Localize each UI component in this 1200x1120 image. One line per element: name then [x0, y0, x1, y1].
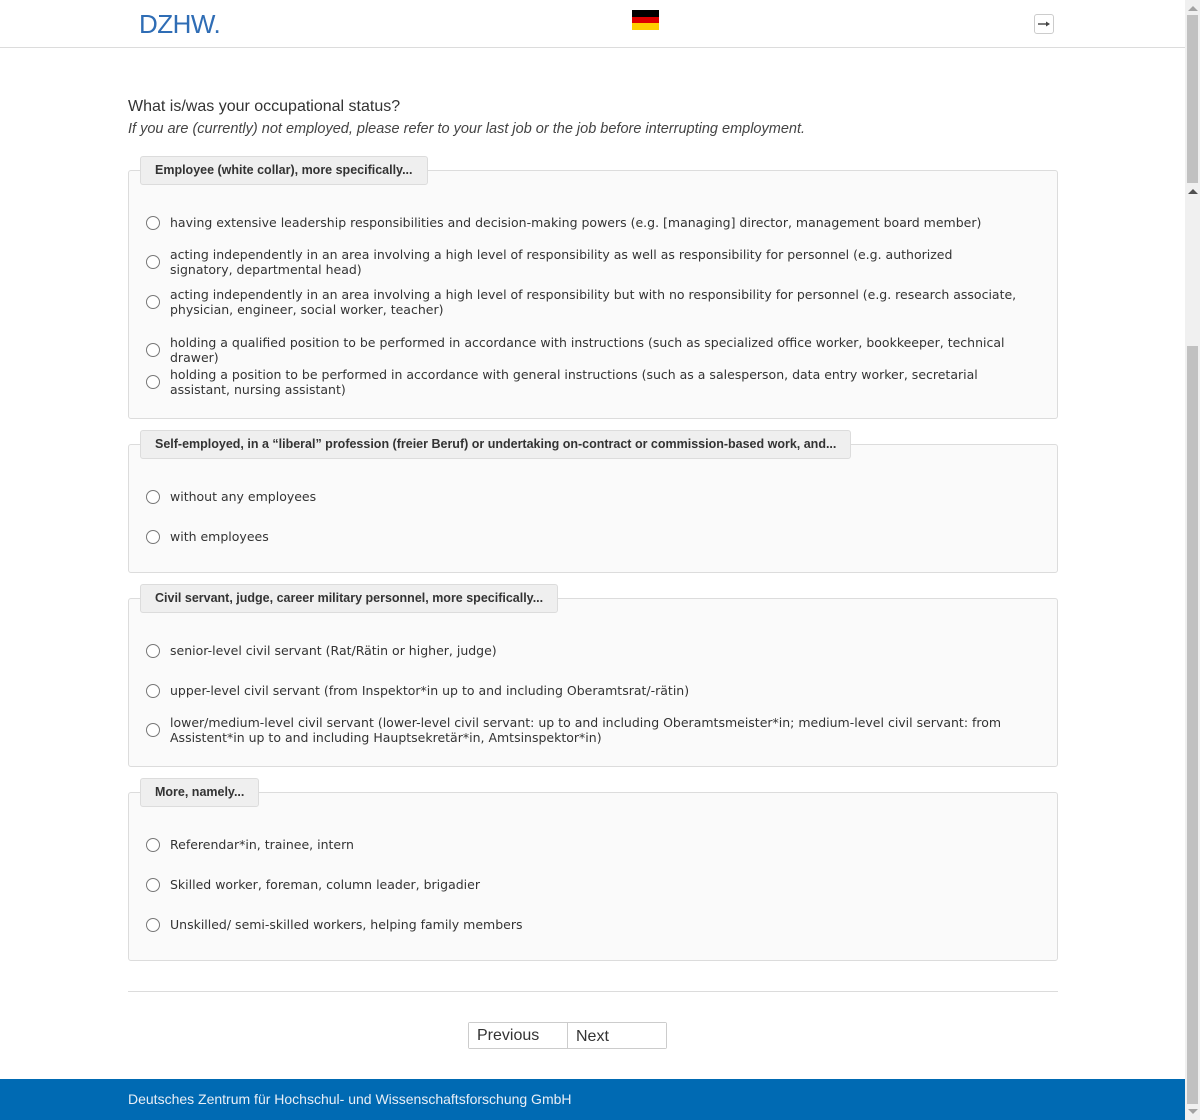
question-hint: If you are (currently) not employed, please refer to your last job or the job before interrupting employment.: [128, 121, 806, 137]
option-upper-civil-servant[interactable]: [146, 683, 1017, 698]
group-legend: Self-employed, in a “liberal” profession (freier Beruf) or undertaking on-contract or commission-based work, and...: [140, 430, 851, 459]
scrollbar-thumb-inner[interactable]: [1187, 15, 1198, 183]
question-content: [128, 96, 1058, 140]
radio-button[interactable]: [146, 723, 160, 737]
scroll-up-icon[interactable]: [1188, 189, 1198, 194]
option-label: acting independently in an area involving a high level of responsibility as well as responsibility for personnel (e.g. authorized signatory, departmental head): [170, 247, 953, 277]
option-referendar[interactable]: [146, 837, 1017, 852]
option-independent-personnel[interactable]: [146, 247, 1017, 277]
option-label: Skilled worker, foreman, column leader, brigadier: [170, 877, 480, 892]
radio-button[interactable]: [146, 375, 160, 389]
radio-button[interactable]: [146, 295, 160, 309]
option-label: holding a qualified position to be performed in accordance with instructions (such as specialized office worker, bookkeeper, technical drawer): [170, 335, 1005, 365]
option-lower-medium-civil-servant[interactable]: [146, 715, 1017, 745]
radio-button[interactable]: [146, 216, 160, 230]
radio-button[interactable]: [146, 255, 160, 269]
radio-button[interactable]: [146, 343, 160, 357]
german-flag-icon[interactable]: [632, 10, 659, 30]
option-label: Unskilled/ semi-skilled workers, helping family members: [170, 917, 523, 932]
group-employee: [128, 163, 1058, 419]
option-independent-no-personnel[interactable]: [146, 287, 1017, 317]
radio-button[interactable]: [146, 684, 160, 698]
option-without-employees[interactable]: [146, 489, 1017, 504]
scrollbar-thumb[interactable]: [1187, 346, 1198, 1104]
footer: [0, 1079, 1185, 1120]
radio-button[interactable]: [146, 838, 160, 852]
group-legend: Civil servant, judge, career military personnel, more specifically...: [140, 584, 558, 613]
option-leadership[interactable]: [146, 215, 1017, 230]
option-label: having extensive leadership responsibilities and decision-making powers (e.g. [managing] director, management board member): [170, 215, 982, 230]
group-self-employed: [128, 437, 1058, 573]
group-civil-servant: [128, 591, 1058, 767]
exit-arrow-icon: [1038, 18, 1050, 30]
radio-button[interactable]: [146, 490, 160, 504]
option-with-employees[interactable]: [146, 529, 1017, 544]
option-label: with employees: [170, 529, 269, 544]
option-label: senior-level civil servant (Rat/Rätin or higher, judge): [170, 643, 497, 658]
group-more: [128, 785, 1058, 961]
option-label: acting independently in an area involving a high level of responsibility but with no responsibility for personnel (e.g. research associate, physician, engineer, social worker, teacher): [170, 287, 1017, 317]
divider: [128, 991, 1058, 992]
radio-button[interactable]: [146, 878, 160, 892]
option-general-instructions[interactable]: [146, 367, 1017, 397]
scroll-up-icon[interactable]: [1188, 6, 1198, 11]
page-scrollbar[interactable]: [1185, 0, 1200, 1120]
scroll-down-icon[interactable]: [1188, 1109, 1198, 1114]
radio-button[interactable]: [146, 530, 160, 544]
option-senior-civil-servant[interactable]: [146, 643, 1017, 658]
option-label: upper-level civil servant (from Inspektor*in up to and including Oberamtsrat/-rätin): [170, 683, 690, 698]
option-label: without any employees: [170, 489, 317, 504]
radio-button[interactable]: [146, 918, 160, 932]
radio-button[interactable]: [146, 644, 160, 658]
dzhw-logo[interactable]: DZHW.: [139, 9, 221, 39]
option-unskilled-worker[interactable]: [146, 917, 1017, 932]
navigation-buttons: [468, 1022, 667, 1049]
group-legend: More, namely...: [140, 778, 259, 807]
header: [0, 0, 1185, 48]
next-button[interactable]: Next: [568, 1023, 666, 1048]
option-label: holding a position to be performed in accordance with general instructions (such as a salesperson, data entry worker, secretarial assistant, nursing assistant): [170, 367, 978, 397]
footer-text: Deutsches Zentrum für Hochschul- und Wissenschaftsforschung GmbH: [128, 1091, 572, 1107]
question-title: What is/was your occupational status?: [128, 98, 401, 115]
option-skilled-worker[interactable]: [146, 877, 1017, 892]
option-qualified-position[interactable]: [146, 335, 1017, 365]
option-label: Referendar*in, trainee, intern: [170, 837, 354, 852]
previous-button[interactable]: Previous: [469, 1023, 568, 1048]
group-legend: Employee (white collar), more specifically...: [140, 156, 428, 185]
exit-button[interactable]: [1034, 14, 1054, 34]
option-label: lower/medium-level civil servant (lower-level civil servant: up to and including Oberamtsmeister*in; medium-level civil servant: from Assistent*in up to and including Hauptsekretär*in, Amtsinspektor*in): [170, 715, 1002, 745]
